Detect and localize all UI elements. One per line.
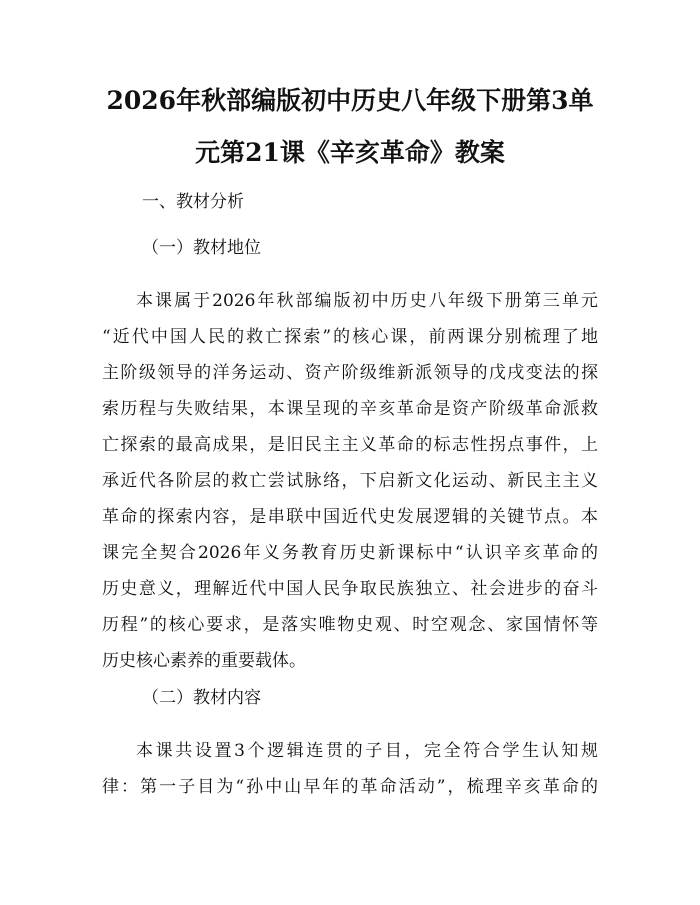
paragraph-1-line-2: “近代中国人民的救亡探索”的核心课，前两课分别梳理了地 [102,327,598,347]
paragraph-2-line-1: 本课共设置3个逻辑连贯的子目，完全符合学生认知规 [136,741,598,761]
paragraph-1-line-7: 革命的探索内容，是串联中国近代史发展逻辑的关键节点。本 [102,507,598,527]
paragraph-1-line-5: 亡探索的最高成果，是旧民主主义革命的标志性拐点事件，上 [102,435,598,455]
subsection-heading-textbook-position: （一）教材地位 [142,238,261,258]
paragraph-1-line-11: 历史核心素养的重要载体。 [102,651,306,671]
document-title-line-1: 2026年秋部编版初中历史八年级下册第3单 [106,86,594,115]
section-heading-textbook-analysis: 一、教材分析 [142,192,244,212]
paragraph-1-line-10: 历程”的核心要求，是落实唯物史观、时空观念、家国情怀等 [102,615,598,635]
paragraph-1-line-1: 本课属于2026年秋部编版初中历史八年级下册第三单元 [136,291,598,311]
paragraph-1-line-4: 索历程与失败结果，本课呈现的辛亥革命是资产阶级革命派救 [102,399,598,419]
paragraph-1-line-9: 历史意义，理解近代中国人民争取民族独立、社会进步的奋斗 [102,579,598,599]
paragraph-1-line-8: 课完全契合2026年义务教育历史新课标中“认识辛亥革命的 [102,543,598,563]
document-title-line-2: 元第21课《辛亥革命》教案 [195,138,505,167]
paragraph-2-line-2: 律：第一子目为“孙中山早年的革命活动”，梳理辛亥革命的 [102,777,598,797]
paragraph-1-line-3: 主阶级领导的洋务运动、资产阶级维新派领导的戊戌变法的探 [102,363,598,383]
subsection-heading-textbook-content: （二）教材内容 [142,688,261,708]
paragraph-1-line-6: 承近代各阶层的救亡尝试脉络，下启新文化运动、新民主主义 [102,471,598,491]
